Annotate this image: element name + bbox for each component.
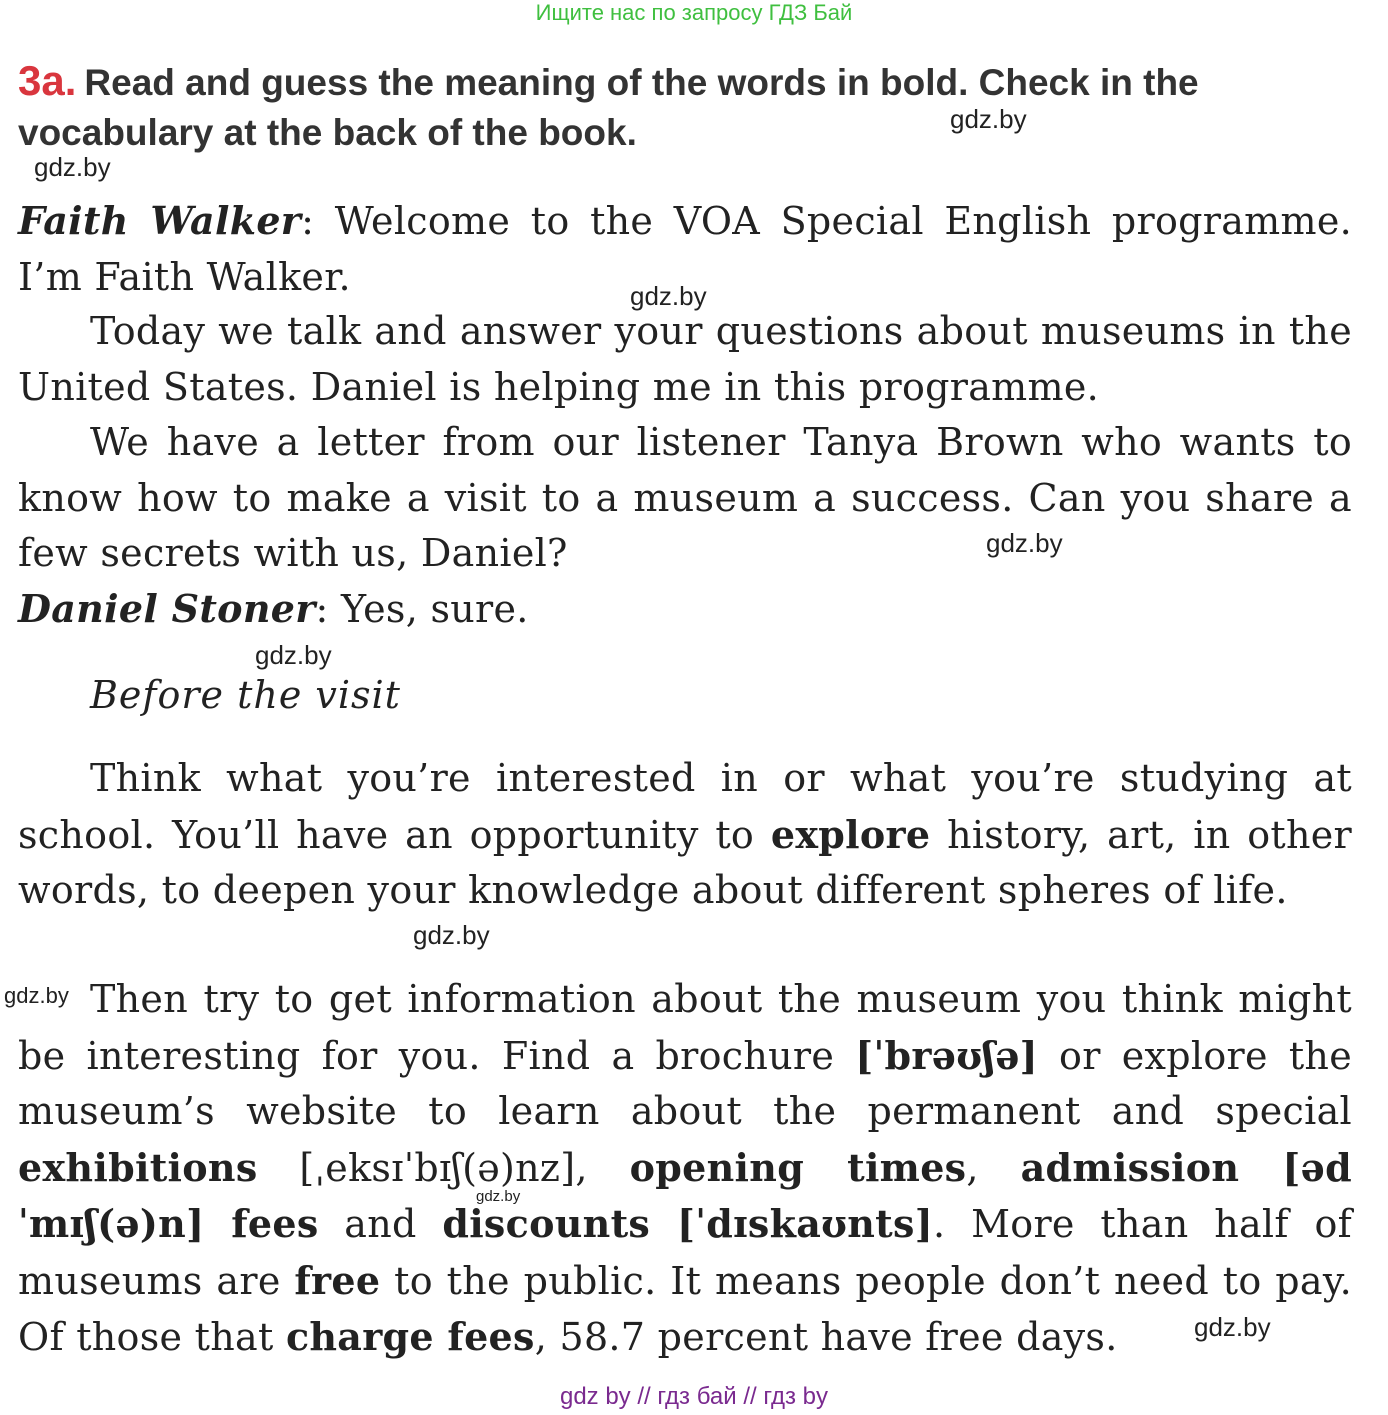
- keyword-admission: admission: [1020, 1144, 1240, 1190]
- watermark: gdz.by: [413, 920, 490, 950]
- text-run: Think what you’re interested in or what you’re studying at school. You’ll have an opportunity to: [18, 756, 1352, 857]
- text-run: . More than half of museums are: [18, 1202, 1352, 1303]
- ipa-exhibitions: [ˌeksɪˈbɪʃ(ə)nz]: [257, 1145, 576, 1190]
- keyword-charge-fees: charge fees: [285, 1314, 535, 1359]
- watermark: gdz.by: [1194, 1312, 1271, 1342]
- ipa-discounts: [ˈdɪskaʊnts]: [650, 1201, 933, 1246]
- exercise-instruction: Read and guess the meaning of the words in bold. Check in the vocabulary at the back of the book.: [18, 62, 1199, 153]
- keyword-discounts: discounts: [442, 1201, 651, 1246]
- watermark: gdz.by: [4, 983, 69, 1008]
- text-run: , 58.7 percent have free days.: [534, 1315, 1118, 1359]
- paragraph-text: : Yes, sure.: [315, 587, 529, 631]
- watermark: gdz.by: [476, 1188, 521, 1205]
- keyword-free: free: [294, 1257, 381, 1303]
- keyword-exhibitions: exhibitions: [18, 1144, 258, 1190]
- subheading-before-visit: Before the visit: [90, 673, 401, 717]
- text-run: ,: [575, 1145, 630, 1190]
- watermark: gdz.by: [34, 152, 111, 182]
- text-run: to the public. It means people don’t need to pay. Of those that: [18, 1258, 1352, 1359]
- paragraph-think: [18, 751, 1352, 919]
- top-banner: Ищите нас по запросу ГДЗ Бай: [535, 0, 853, 25]
- ipa-admission: [ədˈmɪʃ(ə)n]: [18, 1144, 1352, 1246]
- watermark: gdz.by: [630, 281, 707, 311]
- text-run: and: [318, 1202, 443, 1246]
- speaker-daniel: Daniel Stoner: [18, 586, 316, 631]
- keyword-opening-times: opening times: [629, 1144, 967, 1190]
- keyword-fees: fees: [204, 1201, 319, 1246]
- keyword-explore: explore: [770, 811, 931, 857]
- paragraph-text: : Welcome to the VOA Special English programme. I’m Faith Walker.: [18, 199, 1352, 299]
- ipa-brochure: [ˈbrəʊʃə]: [855, 1032, 1038, 1078]
- paragraph-letter: We have a letter from our listener Tanya Brown who wants to know how to make a visit to a museum a success. Can you share a few secrets with us, Daniel?: [18, 420, 1352, 575]
- exercise-number: 3a.: [18, 57, 77, 104]
- text-run: ,: [966, 1145, 1021, 1190]
- exercise-heading: [18, 56, 1358, 158]
- text-run: Then try to get information about the museum you think might be interesting for you. Find a brochure: [18, 977, 1352, 1078]
- watermark: gdz.by: [950, 104, 1027, 134]
- speaker-faith: Faith Walker: [18, 198, 302, 243]
- text-run: or explore the museum’s website to learn about the permanent and special: [18, 1033, 1352, 1133]
- watermark: gdz.by: [255, 640, 332, 670]
- text-run: history, art, in other words, to deepen your knowledge about different spheres of life.: [18, 812, 1352, 912]
- paragraph-daniel-reply: [18, 581, 1352, 638]
- watermark: gdz.by: [986, 528, 1063, 558]
- paragraph-then: [18, 972, 1352, 1366]
- paragraph-today: Today we talk and answer your questions about museums in the United States. Daniel is helping me in this programme.: [18, 309, 1352, 409]
- footer-links: gdz by // гдз бай // гдз by: [559, 1383, 829, 1410]
